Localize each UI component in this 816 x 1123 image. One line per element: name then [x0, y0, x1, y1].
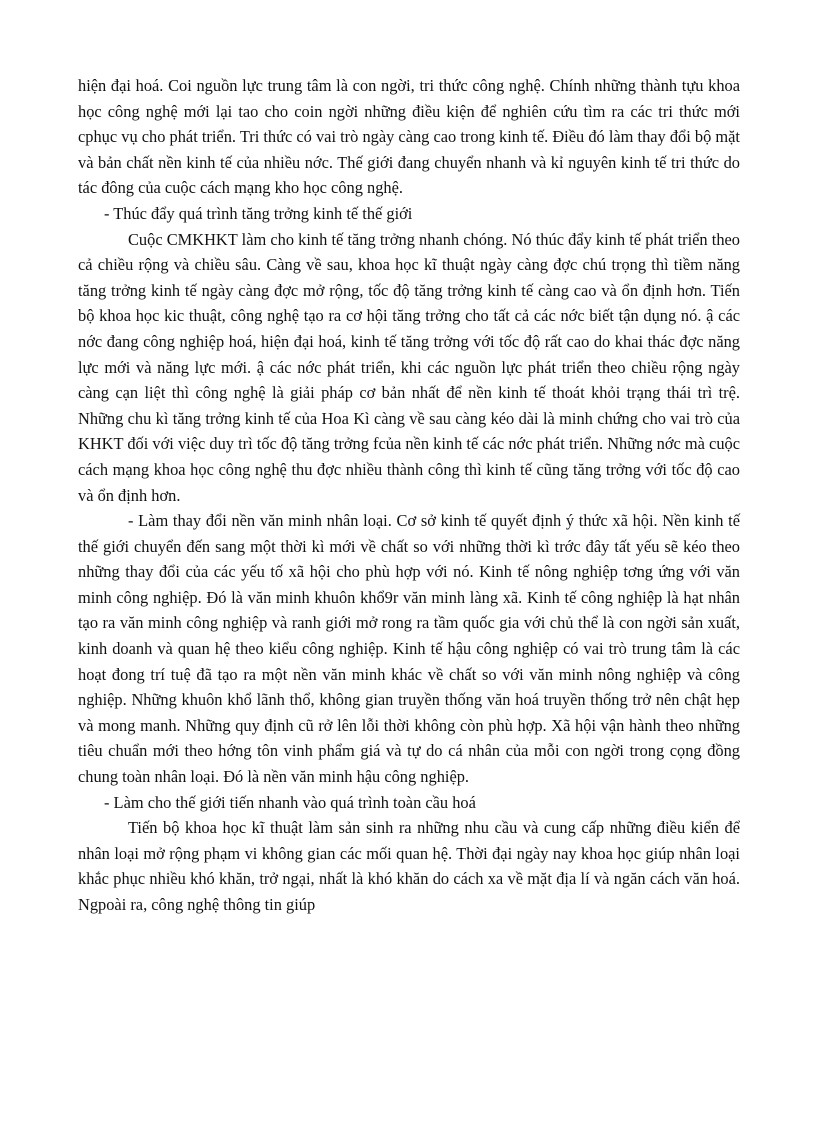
paragraph-economic-growth: Cuộc CMKHKT làm cho kinh tế tăng trởng nhanh chóng. Nó thúc đẩy kinh tế phát triển theo cả chiều rộng và chiều sâu. Càng về sau, khoa học kĩ thuật ngày càng đợc chú trọng thì tiềm năng tăng trởng kinh tế ngày càng đợc mở rộng, tốc độ tăng trởng kinh tế càng cao và ổn định hơn. Tiến bộ khoa học kic thuật, công nghệ tạo ra cơ hội tăng trởng cho tất cả các nớc biết tận dụng nó. ậ các nớc đang công nghiệp hoá, hiện đại hoá, kinh tế tăng trởng với tốc độ rất cao do khai thác đợc năng lực mới và năng lực mới. ậ các nớc phát triển, khi các nguồn lực phát triển theo chiều rộng ngày càng cạn liệt thì công nghệ là giải pháp cơ bản nhất để nền kinh tế thoát khỏi trạng thái trì trệ. Những chu kì tăng trởng kinh tế của Hoa Kì càng về sau càng kéo dài là minh chứng cho vai trò của KHKT đối với việc duy trì tốc độ tăng trởng fcủa nền kinh tế các nớc phát triển. Những nớc mà cuộc cách mạng khoa học công nghệ thu đợc nhiều thành công thì kinh tế cũng tăng trởng với tốc độ cao và ổn định hơn.	[78, 229, 740, 505]
paragraph-civilization: - Làm thay đổi nền văn minh nhân loại. Cơ sở kinh tế quyết định ý thức xã hội. Nền kinh tế thế giới chuyển đến sang một thời kì mới về chất so với những thời kì trớc đây tất yếu sẽ kéo theo những thay đổi của các yếu tố xã hội cho phù hợp với nó. Kinh tế nông nghiệp tơng ứng với văn minh công nghiệp. Đó là văn minh khuôn khổ9r văn minh làng xã. Kinh tế công nghiệp là hạt nhân tạo ra văn minh công nghiệp và ranh giới mở rong ra tầm quốc gia với chủ thể là con ngời sản xuất, kinh doanh và quan hệ theo kiểu công nghiệp. Kinh tế hậu công nghiệp có vai trò trung tâm là các hoạt đong trí tuệ đã tạo ra một nền văn minh khác về chất so với văn minh nông nghiệp và công nghiệp. Những khuôn khổ lãnh thổ, không gian truyền thống văn hoá truyền thống trở nên chật hẹp và mong manh. Những quy định cũ rở lên lỗi thời không còn phù hợp. Xã hội vận hành theo những tiêu chuẩn mới theo hớng tôn vinh phẩm giá và tự do cá nhân của mỗi con ngời trong cọng đồng chung toàn nhân loại. Đó là nền văn minh hậu công nghiệp.	[78, 511, 740, 787]
heading-globalization: - Làm cho thế giới tiến nhanh vào quá trình toàn cầu hoá	[104, 792, 476, 812]
document-page	[78, 73, 740, 918]
paragraph-globalization: Tiến bộ khoa học kĩ thuật làm sản sinh ra những nhu cầu và cung cấp những điều kiển để nhân loại mở rộng phạm vi không gian các mối quan hệ. Thời đại ngày nay khoa học giúp nhân loại khắc phục nhiều khó khăn, trở ngại, nhất là khó khăn do cách xa về mặt địa lí và ngăn cách văn hoá. Ngpoài ra, công nghệ thông tin giúp	[78, 818, 740, 914]
heading-economic-growth: - Thúc đẩy quá trình tăng trởng kinh tế thế giới	[104, 203, 413, 223]
paragraph-intro: hiện đại hoá. Coi nguồn lực trung tâm là con ngời, tri thức công nghệ. Chính những thành tựu khoa học công nghệ mới lại tao cho coin ngời những điều kiện để nghiên cứu tìm ra các tri thức mới cphục vụ cho phát triển. Tri thức có vai trò ngày càng cao trong kinh tế. Điều đó làm thay đổi bộ mặt và bản chất nền kinh tế của nhiều nớc. Thế giới đang chuyển nhanh và kỉ nguyên kinh tế tri thức do tác đông của cuộc cách mạng kho học công nghệ.	[78, 76, 740, 198]
